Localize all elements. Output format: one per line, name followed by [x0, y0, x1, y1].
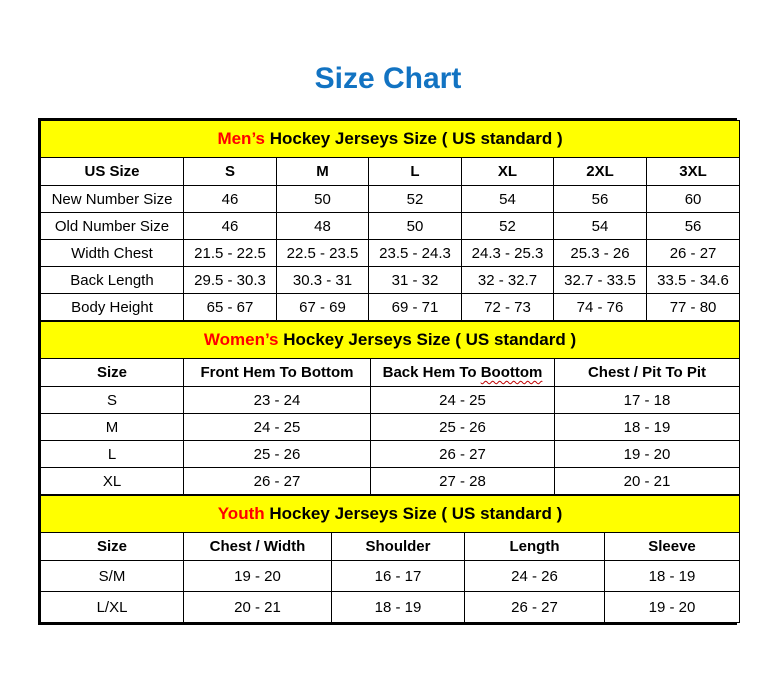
womens-size-table	[40, 321, 740, 495]
table-row	[41, 186, 740, 213]
size-value: 29.5 - 30.3	[184, 267, 277, 294]
column-header: S	[184, 158, 277, 186]
mens-section-title	[41, 121, 740, 158]
column-header-misspelled	[371, 359, 555, 387]
row-label: New Number Size	[41, 186, 184, 213]
table-row	[41, 561, 740, 592]
header-text: Back Hem To	[382, 364, 481, 381]
mens-section-title-red: Men’s	[217, 129, 265, 148]
youth-header-row	[41, 533, 740, 561]
size-value: 26 - 27	[647, 240, 740, 267]
womens-section-title-rest: Hockey Jerseys Size ( US standard )	[278, 330, 577, 349]
size-value: 25 - 26	[184, 441, 371, 468]
youth-section-title-red: Youth	[217, 504, 265, 523]
table-row	[41, 213, 740, 240]
youth-section-title	[41, 496, 740, 533]
size-value: 60	[647, 186, 740, 213]
size-value: 32.7 - 33.5	[554, 267, 647, 294]
size-value: 72 - 73	[462, 294, 554, 321]
womens-section-band	[41, 322, 740, 359]
table-row	[41, 387, 740, 414]
row-label: Body Height	[41, 294, 184, 321]
column-header: Sleeve	[605, 533, 740, 561]
size-value: 17 - 18	[555, 387, 740, 414]
row-label: Old Number Size	[41, 213, 184, 240]
size-value: 48	[277, 213, 369, 240]
size-value: 30.3 - 31	[277, 267, 369, 294]
size-value: 19 - 20	[605, 592, 740, 623]
size-value: 46	[184, 213, 277, 240]
table-row	[41, 294, 740, 321]
column-header: Shoulder	[332, 533, 465, 561]
size-value: 65 - 67	[184, 294, 277, 321]
mens-size-table	[40, 120, 740, 321]
size-value: 20 - 21	[184, 592, 332, 623]
size-value: 16 - 17	[332, 561, 465, 592]
size-value: 18 - 19	[605, 561, 740, 592]
row-label: L	[41, 441, 184, 468]
mens-section-band	[41, 121, 740, 158]
size-value: 18 - 19	[555, 414, 740, 441]
size-value: 25 - 26	[371, 414, 555, 441]
table-row	[41, 441, 740, 468]
column-header: Length	[465, 533, 605, 561]
mens-header-row	[41, 158, 740, 186]
page-title: Size Chart	[314, 62, 462, 95]
size-value: 24 - 25	[184, 414, 371, 441]
size-value: 24 - 26	[465, 561, 605, 592]
spellcheck-underlined-word: Boottom	[480, 364, 543, 381]
size-value: 26 - 27	[371, 441, 555, 468]
row-label: Width Chest	[41, 240, 184, 267]
row-label: XL	[41, 468, 184, 495]
size-value: 56	[647, 213, 740, 240]
row-label: M	[41, 414, 184, 441]
youth-section-title-rest: Hockey Jerseys Size ( US standard )	[264, 504, 563, 523]
size-value: 46	[184, 186, 277, 213]
column-header: Front Hem To Bottom	[184, 359, 371, 387]
row-label: L/XL	[41, 592, 184, 623]
size-value: 19 - 20	[184, 561, 332, 592]
size-value: 27 - 28	[371, 468, 555, 495]
size-value: 18 - 19	[332, 592, 465, 623]
size-value: 33.5 - 34.6	[647, 267, 740, 294]
size-value: 23.5 - 24.3	[369, 240, 462, 267]
column-header: Chest / Pit To Pit	[555, 359, 740, 387]
column-header: M	[277, 158, 369, 186]
size-value: 26 - 27	[184, 468, 371, 495]
column-header: 2XL	[554, 158, 647, 186]
womens-header-row	[41, 359, 740, 387]
womens-section-title-red: Women’s	[203, 330, 279, 349]
size-value: 24 - 25	[371, 387, 555, 414]
table-row	[41, 414, 740, 441]
size-value: 56	[554, 186, 647, 213]
table-row	[41, 468, 740, 495]
size-value: 31 - 32	[369, 267, 462, 294]
size-value: 52	[369, 186, 462, 213]
size-value: 67 - 69	[277, 294, 369, 321]
size-chart-tables	[38, 118, 737, 625]
table-row	[41, 592, 740, 623]
size-value: 50	[369, 213, 462, 240]
size-value: 26 - 27	[465, 592, 605, 623]
column-header: Size	[41, 359, 184, 387]
row-label: Back Length	[41, 267, 184, 294]
size-value: 25.3 - 26	[554, 240, 647, 267]
row-label: S	[41, 387, 184, 414]
column-header: L	[369, 158, 462, 186]
size-value: 54	[462, 186, 554, 213]
size-value: 23 - 24	[184, 387, 371, 414]
size-value: 74 - 76	[554, 294, 647, 321]
table-row	[41, 267, 740, 294]
youth-section-band	[41, 496, 740, 533]
mens-section-title-rest: Hockey Jerseys Size ( US standard )	[264, 129, 563, 148]
row-label: S/M	[41, 561, 184, 592]
size-value: 21.5 - 22.5	[184, 240, 277, 267]
youth-size-table	[40, 495, 740, 623]
size-value: 50	[277, 186, 369, 213]
size-value: 52	[462, 213, 554, 240]
size-value: 24.3 - 25.3	[462, 240, 554, 267]
size-value: 20 - 21	[555, 468, 740, 495]
table-row	[41, 240, 740, 267]
size-value: 69 - 71	[369, 294, 462, 321]
column-header: Size	[41, 533, 184, 561]
size-value: 77 - 80	[647, 294, 740, 321]
column-header: US Size	[41, 158, 184, 186]
womens-section-title	[41, 322, 740, 359]
size-value: 32 - 32.7	[462, 267, 554, 294]
size-value: 22.5 - 23.5	[277, 240, 369, 267]
column-header: XL	[462, 158, 554, 186]
size-value: 19 - 20	[555, 441, 740, 468]
column-header: Chest / Width	[184, 533, 332, 561]
size-value: 54	[554, 213, 647, 240]
column-header: 3XL	[647, 158, 740, 186]
